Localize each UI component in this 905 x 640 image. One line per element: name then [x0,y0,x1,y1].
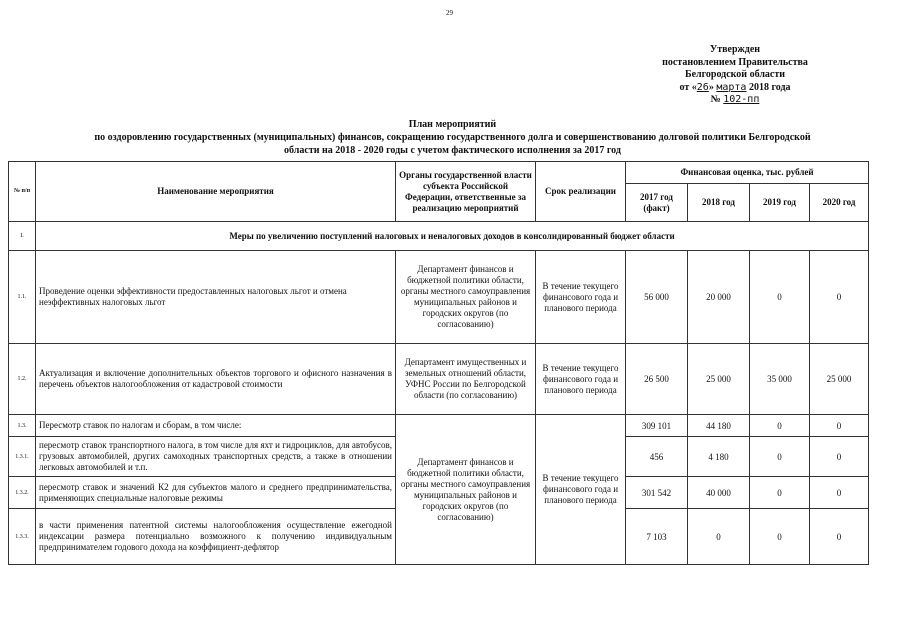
approval-block [620,44,850,107]
table-row: 1.3. Пересмотр ставок по налогам и сборам, в том числе: Департамент финансов и бюджетной политики области, органы местного самоуправления муниципальных районов и городских округов (по согласованию) В течение текущего финансового года и планового периода 309 101 44 180 0 0 [9,415,869,437]
value-2019: 0 [750,509,810,565]
value-2018: 20 000 [688,251,750,344]
value-2020: 0 [810,509,869,565]
value-2020: 0 [810,251,869,344]
title-line-3: области на 2018 - 2020 годы с учетом фактического исполнения за 2017 год [284,145,621,156]
document-title [10,118,895,157]
row-name: Пересмотр ставок по налогам и сборам, в том числе: [36,415,396,437]
plan-table [8,161,869,565]
value-2020: 25 000 [810,344,869,415]
value-2017: 456 [626,437,688,477]
value-2019: 0 [750,251,810,344]
header-name: Наименование мероприятия [36,162,396,222]
table-row: 1.3.1. пересмотр ставок транспортного налога, в том числе для яхт и гидроциклов, для автобусов, грузовых автомобилей, других самоходных транспортных средств, а также в отношении легковых автомобилей и т.п. 456 4 180 0 0 [9,437,869,477]
title-line-2: по оздоровлению государственных (муниципальных) финансов, сокращению государственного долга и совершенствованию долговой политики Белгородской [94,132,811,143]
approval-date-day: 26 [696,81,709,93]
table-row: 1.3.3. в части применения патентной системы налогообложения осуществление ежегодной индексации размера потенциально возможного к получению индивидуальным предпринимателем годового дохода на коэффициент-дефлятор 7 103 0 0 0 [9,509,869,565]
row-org: Департамент имущественных и земельных отношений области, УФНС России по Белгородской области (по согласованию) [396,344,536,415]
row-name: Актуализация и включение дополнительных объектов торгового и офисного назначения в перечень объектов налогообложения от кадастровой стоимости [36,344,396,415]
merged-org: Департамент финансов и бюджетной политики области, органы местного самоуправления муниципальных районов и городских округов (по согласованию) [396,415,536,565]
table-row: 1.2. Актуализация и включение дополнительных объектов торгового и офисного назначения в перечень объектов налогообложения от кадастровой стоимости Департамент имущественных и земельных отношений области, УФНС России по Белгородской области (по согласованию) В течение текущего финансового года и планового периода 26 500 25 000 35 000 25 000 [9,344,869,415]
approval-date-month: марта [716,81,747,93]
header-2019: 2019 год [750,184,810,222]
approval-line-2: постановлением Правительства [662,56,808,68]
value-2017: 26 500 [626,344,688,415]
value-2018: 25 000 [688,344,750,415]
value-2017: 309 101 [626,415,688,437]
section-row [9,222,869,251]
value-2017: 56 000 [626,251,688,344]
value-2020: 0 [810,437,869,477]
approval-number-value: 102-пп [723,94,760,105]
approval-number: № 102-пп [710,94,760,105]
table-row: 1.1. Проведение оценки эффективности предоставленных налоговых льгот и отмена неэффективных налоговых льгот Департамент финансов и бюджетной политики области, органы местного самоуправления муниципальных районов и городских округов (по согласованию) В течение текущего финансового года и планового периода 56 000 20 000 0 0 [9,251,869,344]
approval-line-3: Белгородской области [684,69,786,80]
value-2018: 4 180 [688,437,750,477]
value-2018: 0 [688,509,750,565]
value-2020: 0 [810,415,869,437]
row-term: В течение текущего финансового года и планового периода [536,251,626,344]
row-name: в части применения патентной системы налогообложения осуществление ежегодной индексации размера потенциально возможного к получению индивидуальным предпринимателем годового дохода на коэффициент-дефлятор [36,509,396,565]
approval-date: от «26» марта 2018 года [679,81,791,93]
header-term: Срок реализации [536,162,626,222]
row-name: пересмотр ставок транспортного налога, в том числе для яхт и гидроциклов, для автобусов, грузовых автомобилей, других самоходных транспортных средств, а также в отношении легковых автомобилей и т.п. [36,437,396,477]
merged-term: В течение текущего финансового года и планового периода [536,415,626,565]
value-2019: 0 [750,437,810,477]
row-term: В течение текущего финансового года и планового периода [536,344,626,415]
table-row: 1.3.2. пересмотр ставок и значений К2 для субъектов малого и среднего предпринимательства, применяющих специальные налоговые режимы 301 542 40 000 0 0 [9,477,869,509]
value-2017: 7 103 [626,509,688,565]
row-name: пересмотр ставок и значений К2 для субъектов малого и среднего предпринимательства, применяющих специальные налоговые режимы [36,477,396,509]
header-fin: Финансовая оценка, тыс. рублей [626,162,869,184]
value-2018: 44 180 [688,415,750,437]
value-2019: 0 [750,415,810,437]
row-org: Департамент финансов и бюджетной политики области, органы местного самоуправления муниципальных районов и городских округов (по согласованию) [396,251,536,344]
header-2017: 2017 год (факт) [626,184,688,222]
header-num: № п/п [9,162,36,222]
value-2019: 0 [750,477,810,509]
value-2020: 0 [810,477,869,509]
value-2019: 35 000 [750,344,810,415]
title-line-1: План мероприятий [408,119,497,130]
header-2020: 2020 год [810,184,869,222]
header-org: Органы государственной власти субъекта Российской Федерации, ответственные за реализацию мероприятий [396,162,536,222]
value-2018: 40 000 [688,477,750,509]
approval-line-1: Утвержден [709,44,761,55]
value-2017: 301 542 [626,477,688,509]
header-2018: 2018 год [688,184,750,222]
section-num: I. [9,222,36,251]
section-title: Меры по увеличению поступлений налоговых и неналоговых доходов в консолидированный бюджет области [36,222,869,251]
row-name: Проведение оценки эффективности предоставленных налоговых льгот и отмена неэффективных налоговых льгот [36,251,396,344]
page-number: 29 [446,9,453,17]
